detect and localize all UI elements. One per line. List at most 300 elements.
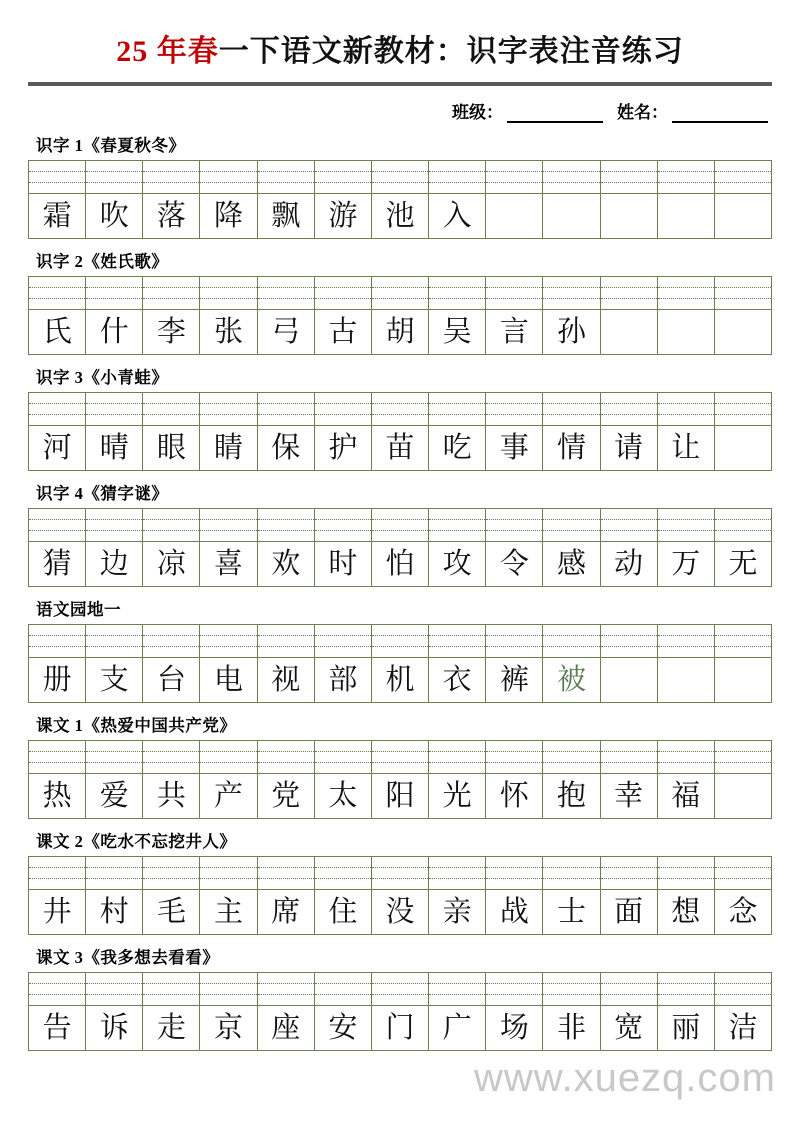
pinyin-write-box[interactable] — [200, 973, 256, 1006]
grid-cell[interactable] — [372, 857, 429, 935]
grid-cell[interactable] — [715, 277, 772, 355]
pinyin-write-box[interactable] — [543, 741, 599, 774]
grid-cell[interactable] — [486, 857, 543, 935]
character-box — [29, 774, 85, 818]
grid-cell[interactable] — [86, 161, 143, 239]
pinyin-write-box[interactable] — [29, 509, 85, 542]
character-glyph: 场 — [499, 1011, 529, 1044]
grid-cell[interactable] — [29, 857, 86, 935]
pinyin-write-box[interactable] — [601, 857, 657, 890]
grid-cell[interactable] — [543, 625, 600, 703]
character-box — [315, 310, 371, 354]
character-glyph: 猜 — [42, 547, 72, 580]
grid-cell[interactable] — [258, 625, 315, 703]
grid-cell[interactable] — [258, 277, 315, 355]
character-box — [429, 542, 485, 586]
pinyin-write-box[interactable] — [543, 277, 599, 310]
character-glyph: 吃 — [442, 431, 472, 464]
grid-cell[interactable] — [29, 741, 86, 819]
pinyin-write-box[interactable] — [29, 277, 85, 310]
grid-cell[interactable] — [200, 973, 257, 1051]
grid-cell[interactable] — [486, 161, 543, 239]
class-label: 班级： — [452, 103, 503, 122]
grid-cell[interactable] — [200, 509, 257, 587]
character-box — [29, 426, 85, 470]
character-glyph: 广 — [442, 1011, 472, 1044]
character-box — [715, 310, 771, 354]
character-glyph: 胡 — [385, 315, 415, 348]
character-glyph: 感 — [556, 547, 586, 580]
pinyin-write-box[interactable] — [372, 509, 428, 542]
character-glyph: 丽 — [671, 1011, 701, 1044]
pinyin-write-box[interactable] — [86, 277, 142, 310]
pinyin-write-box[interactable] — [200, 393, 256, 426]
page-title-black: 一下语文新教材：识字表注音练习 — [218, 35, 684, 68]
character-box — [715, 1006, 771, 1050]
grid-cell[interactable] — [543, 741, 600, 819]
pinyin-write-box[interactable] — [86, 393, 142, 426]
character-box — [315, 890, 371, 934]
grid-cell[interactable] — [601, 161, 658, 239]
character-box — [429, 194, 485, 238]
pinyin-write-box[interactable] — [486, 973, 542, 1006]
pinyin-write-box[interactable] — [486, 857, 542, 890]
character-glyph: 入 — [442, 199, 472, 232]
grid-cell[interactable] — [143, 277, 200, 355]
pinyin-write-box[interactable] — [315, 857, 371, 890]
sections-container — [28, 132, 772, 1051]
grid-cell[interactable] — [429, 393, 486, 471]
character-glyph: 裤 — [499, 663, 529, 696]
pinyin-write-box[interactable] — [29, 161, 85, 194]
pinyin-write-box[interactable] — [143, 161, 199, 194]
grid-cell[interactable] — [315, 973, 372, 1051]
grid-cell[interactable] — [258, 161, 315, 239]
grid-cell[interactable] — [315, 741, 372, 819]
character-box — [143, 194, 199, 238]
pinyin-write-box[interactable] — [258, 973, 314, 1006]
pinyin-write-box[interactable] — [715, 161, 771, 194]
pinyin-write-box[interactable] — [86, 741, 142, 774]
pinyin-write-box[interactable] — [658, 509, 714, 542]
grid-cell[interactable] — [601, 509, 658, 587]
pinyin-write-box[interactable] — [601, 741, 657, 774]
grid-cell[interactable] — [258, 973, 315, 1051]
pinyin-write-box[interactable] — [429, 509, 485, 542]
grid-cell[interactable] — [258, 741, 315, 819]
grid-cell[interactable] — [29, 161, 86, 239]
grid-cell[interactable] — [486, 741, 543, 819]
grid-cell[interactable] — [372, 393, 429, 471]
pinyin-write-box[interactable] — [315, 393, 371, 426]
character-glyph: 言 — [499, 315, 529, 348]
grid-cell[interactable] — [200, 277, 257, 355]
grid-cell[interactable] — [429, 277, 486, 355]
pinyin-write-box[interactable] — [372, 277, 428, 310]
grid-cell[interactable] — [486, 277, 543, 355]
pinyin-write-box[interactable] — [658, 393, 714, 426]
grid-cell[interactable] — [543, 277, 600, 355]
grid-cell[interactable] — [601, 277, 658, 355]
character-glyph: 情 — [556, 431, 586, 464]
grid-cell[interactable] — [543, 509, 600, 587]
pinyin-write-box[interactable] — [200, 857, 256, 890]
character-glyph: 飘 — [271, 199, 301, 232]
pinyin-write-box[interactable] — [486, 161, 542, 194]
grid-cell[interactable] — [486, 393, 543, 471]
pinyin-write-box[interactable] — [658, 625, 714, 658]
grid-cell[interactable] — [429, 973, 486, 1051]
character-box — [200, 658, 256, 702]
grid-cell[interactable] — [315, 625, 372, 703]
grid-cell[interactable] — [715, 625, 772, 703]
character-grid — [28, 392, 772, 471]
character-box — [429, 426, 485, 470]
grid-cell[interactable] — [601, 393, 658, 471]
pinyin-write-box[interactable] — [429, 393, 485, 426]
class-input-blank[interactable] — [507, 106, 603, 123]
pinyin-write-box[interactable] — [143, 973, 199, 1006]
character-glyph: 弓 — [271, 315, 301, 348]
grid-cell[interactable] — [143, 509, 200, 587]
pinyin-write-box[interactable] — [715, 625, 771, 658]
pinyin-write-box[interactable] — [258, 625, 314, 658]
character-box — [200, 1006, 256, 1050]
grid-cell[interactable] — [315, 393, 372, 471]
character-box — [86, 310, 142, 354]
pinyin-write-box[interactable] — [143, 857, 199, 890]
grid-cell[interactable] — [543, 161, 600, 239]
character-box — [372, 310, 428, 354]
pinyin-write-box[interactable] — [143, 277, 199, 310]
pinyin-write-box[interactable] — [601, 625, 657, 658]
pinyin-write-box[interactable] — [715, 277, 771, 310]
grid-cell[interactable] — [715, 973, 772, 1051]
pinyin-write-box[interactable] — [372, 161, 428, 194]
grid-cell[interactable] — [86, 857, 143, 935]
pinyin-write-box[interactable] — [29, 973, 85, 1006]
grid-cell[interactable] — [429, 741, 486, 819]
pinyin-write-box[interactable] — [543, 393, 599, 426]
grid-cell[interactable] — [143, 393, 200, 471]
grid-cell[interactable] — [258, 393, 315, 471]
pinyin-write-box[interactable] — [486, 509, 542, 542]
pinyin-write-box[interactable] — [372, 625, 428, 658]
character-box — [543, 194, 599, 238]
pinyin-write-box[interactable] — [601, 277, 657, 310]
grid-cell[interactable] — [372, 509, 429, 587]
pinyin-write-box[interactable] — [143, 509, 199, 542]
character-glyph: 凉 — [156, 547, 186, 580]
pinyin-write-box[interactable] — [486, 625, 542, 658]
character-box — [658, 890, 714, 934]
character-box — [86, 658, 142, 702]
character-box — [29, 658, 85, 702]
pinyin-write-box[interactable] — [658, 857, 714, 890]
grid-cell[interactable] — [143, 625, 200, 703]
pinyin-write-box[interactable] — [86, 973, 142, 1006]
pinyin-write-box[interactable] — [143, 625, 199, 658]
pinyin-write-box[interactable] — [315, 625, 371, 658]
pinyin-write-box[interactable] — [543, 625, 599, 658]
grid-cell[interactable] — [429, 857, 486, 935]
grid-cell[interactable] — [86, 277, 143, 355]
character-box — [372, 774, 428, 818]
grid-cell[interactable] — [29, 973, 86, 1051]
section-label: 识字 1《春夏秋冬》 — [36, 136, 186, 155]
pinyin-write-box[interactable] — [715, 741, 771, 774]
character-glyph: 攻 — [442, 547, 472, 580]
pinyin-write-box[interactable] — [429, 857, 485, 890]
pinyin-write-box[interactable] — [200, 161, 256, 194]
grid-cell[interactable] — [315, 161, 372, 239]
character-box — [543, 542, 599, 586]
grid-cell[interactable] — [315, 277, 372, 355]
character-box — [429, 1006, 485, 1050]
character-box — [258, 774, 314, 818]
grid-cell[interactable] — [372, 625, 429, 703]
character-glyph: 毛 — [156, 895, 186, 928]
grid-cell[interactable] — [29, 625, 86, 703]
worksheet-section — [28, 712, 772, 819]
section-label: 课文 1《热爱中国共产党》 — [36, 716, 237, 735]
grid-cell[interactable] — [200, 161, 257, 239]
grid-cell[interactable] — [486, 509, 543, 587]
character-box — [258, 310, 314, 354]
section-label: 识字 2《姓氏歌》 — [36, 252, 169, 271]
grid-cell[interactable] — [543, 393, 600, 471]
character-glyph: 时 — [328, 547, 358, 580]
character-box — [543, 310, 599, 354]
character-glyph: 落 — [156, 199, 186, 232]
grid-cell[interactable] — [658, 973, 715, 1051]
pinyin-write-box[interactable] — [715, 973, 771, 1006]
grid-cell[interactable] — [715, 509, 772, 587]
pinyin-write-box[interactable] — [658, 161, 714, 194]
pinyin-write-box[interactable] — [315, 509, 371, 542]
character-glyph: 没 — [385, 895, 415, 928]
grid-cell[interactable] — [86, 393, 143, 471]
grid-cell[interactable] — [658, 509, 715, 587]
character-glyph: 部 — [328, 663, 358, 696]
pinyin-write-box[interactable] — [258, 393, 314, 426]
character-glyph: 张 — [214, 315, 244, 348]
pinyin-write-box[interactable] — [429, 741, 485, 774]
pinyin-write-box[interactable] — [543, 973, 599, 1006]
pinyin-write-box[interactable] — [200, 277, 256, 310]
grid-cell[interactable] — [543, 973, 600, 1051]
grid-cell[interactable] — [29, 277, 86, 355]
grid-cell[interactable] — [200, 741, 257, 819]
grid-cell[interactable] — [143, 161, 200, 239]
pinyin-write-box[interactable] — [543, 509, 599, 542]
character-box — [715, 426, 771, 470]
pinyin-write-box[interactable] — [258, 161, 314, 194]
pinyin-write-box[interactable] — [200, 625, 256, 658]
pinyin-write-box[interactable] — [315, 161, 371, 194]
grid-cell[interactable] — [315, 857, 372, 935]
character-box — [143, 310, 199, 354]
grid-cell[interactable] — [372, 741, 429, 819]
grid-cell[interactable] — [601, 857, 658, 935]
grid-cell[interactable] — [143, 741, 200, 819]
grid-cell[interactable] — [315, 509, 372, 587]
character-glyph: 光 — [442, 779, 472, 812]
pinyin-write-box[interactable] — [29, 857, 85, 890]
pinyin-write-box[interactable] — [372, 857, 428, 890]
pinyin-write-box[interactable] — [543, 857, 599, 890]
worksheet-section — [28, 364, 772, 471]
pinyin-write-box[interactable] — [29, 625, 85, 658]
grid-cell[interactable] — [86, 625, 143, 703]
pinyin-write-box[interactable] — [200, 741, 256, 774]
grid-cell[interactable] — [658, 857, 715, 935]
grid-cell[interactable] — [601, 973, 658, 1051]
grid-cell[interactable] — [658, 277, 715, 355]
pinyin-write-box[interactable] — [429, 625, 485, 658]
grid-cell[interactable] — [658, 161, 715, 239]
pinyin-write-box[interactable] — [429, 277, 485, 310]
pinyin-write-box[interactable] — [486, 277, 542, 310]
character-glyph: 阳 — [385, 779, 415, 812]
pinyin-write-box[interactable] — [315, 973, 371, 1006]
character-box — [486, 1006, 542, 1050]
character-box — [715, 194, 771, 238]
pinyin-write-box[interactable] — [372, 973, 428, 1006]
character-box — [486, 194, 542, 238]
character-glyph: 万 — [671, 547, 701, 580]
grid-cell[interactable] — [715, 741, 772, 819]
grid-cell[interactable] — [658, 625, 715, 703]
pinyin-write-box[interactable] — [601, 973, 657, 1006]
character-box — [200, 890, 256, 934]
grid-cell[interactable] — [715, 393, 772, 471]
character-box — [486, 890, 542, 934]
character-glyph: 福 — [671, 779, 701, 812]
grid-cell[interactable] — [429, 625, 486, 703]
character-glyph: 动 — [614, 547, 644, 580]
pinyin-write-box[interactable] — [601, 393, 657, 426]
grid-cell[interactable] — [429, 509, 486, 587]
grid-cell[interactable] — [258, 857, 315, 935]
grid-cell[interactable] — [143, 857, 200, 935]
grid-cell[interactable] — [658, 393, 715, 471]
grid-cell[interactable] — [372, 973, 429, 1051]
character-box — [658, 1006, 714, 1050]
grid-cell[interactable] — [86, 509, 143, 587]
grid-cell[interactable] — [715, 857, 772, 935]
pinyin-write-box[interactable] — [86, 509, 142, 542]
pinyin-write-box[interactable] — [200, 509, 256, 542]
pinyin-write-box[interactable] — [601, 161, 657, 194]
pinyin-write-box[interactable] — [86, 857, 142, 890]
pinyin-write-box[interactable] — [658, 973, 714, 1006]
character-glyph: 产 — [214, 779, 244, 812]
grid-cell[interactable] — [29, 393, 86, 471]
grid-cell[interactable] — [715, 161, 772, 239]
character-box — [658, 194, 714, 238]
pinyin-write-box[interactable] — [258, 857, 314, 890]
pinyin-write-box[interactable] — [315, 741, 371, 774]
character-box — [200, 310, 256, 354]
character-glyph: 眼 — [156, 431, 186, 464]
grid-cell[interactable] — [200, 393, 257, 471]
grid-cell[interactable] — [258, 509, 315, 587]
grid-cell[interactable] — [429, 161, 486, 239]
pinyin-write-box[interactable] — [258, 277, 314, 310]
character-glyph: 告 — [42, 1011, 72, 1044]
pinyin-write-box[interactable] — [429, 973, 485, 1006]
pinyin-write-box[interactable] — [86, 625, 142, 658]
pinyin-write-box[interactable] — [143, 741, 199, 774]
grid-cell[interactable] — [486, 973, 543, 1051]
character-glyph: 门 — [385, 1011, 415, 1044]
character-box — [200, 426, 256, 470]
character-box — [486, 310, 542, 354]
grid-cell[interactable] — [658, 741, 715, 819]
pinyin-write-box[interactable] — [658, 741, 714, 774]
grid-cell[interactable] — [372, 277, 429, 355]
character-box — [86, 774, 142, 818]
name-input-blank[interactable] — [672, 106, 768, 123]
pinyin-write-box[interactable] — [29, 741, 85, 774]
pinyin-write-box[interactable] — [86, 161, 142, 194]
pinyin-write-box[interactable] — [429, 161, 485, 194]
pinyin-write-box[interactable] — [143, 393, 199, 426]
pinyin-write-box[interactable] — [258, 509, 314, 542]
student-meta-row — [28, 98, 772, 123]
pinyin-write-box[interactable] — [715, 509, 771, 542]
character-grid — [28, 160, 772, 239]
grid-cell[interactable] — [486, 625, 543, 703]
character-glyph: 共 — [156, 779, 186, 812]
character-glyph: 边 — [99, 547, 129, 580]
pinyin-write-box[interactable] — [372, 741, 428, 774]
pinyin-write-box[interactable] — [372, 393, 428, 426]
grid-cell[interactable] — [86, 741, 143, 819]
character-glyph: 吴 — [442, 315, 472, 348]
pinyin-write-box[interactable] — [315, 277, 371, 310]
pinyin-write-box[interactable] — [601, 509, 657, 542]
grid-cell[interactable] — [86, 973, 143, 1051]
character-glyph: 太 — [328, 779, 358, 812]
grid-cell[interactable] — [143, 973, 200, 1051]
grid-cell[interactable] — [29, 509, 86, 587]
pinyin-write-box[interactable] — [29, 393, 85, 426]
grid-cell[interactable] — [372, 161, 429, 239]
pinyin-write-box[interactable] — [258, 741, 314, 774]
pinyin-write-box[interactable] — [658, 277, 714, 310]
character-glyph: 霜 — [42, 199, 72, 232]
grid-cell[interactable] — [601, 625, 658, 703]
pinyin-write-box[interactable] — [715, 393, 771, 426]
pinyin-write-box[interactable] — [543, 161, 599, 194]
character-box — [372, 890, 428, 934]
grid-cell[interactable] — [200, 625, 257, 703]
character-box — [258, 194, 314, 238]
character-box — [86, 890, 142, 934]
grid-cell[interactable] — [200, 857, 257, 935]
grid-cell[interactable] — [543, 857, 600, 935]
pinyin-write-box[interactable] — [486, 741, 542, 774]
grid-cell[interactable] — [601, 741, 658, 819]
pinyin-write-box[interactable] — [715, 857, 771, 890]
character-box — [200, 774, 256, 818]
worksheet-section — [28, 828, 772, 935]
pinyin-write-box[interactable] — [486, 393, 542, 426]
character-glyph: 走 — [156, 1011, 186, 1044]
character-box — [372, 194, 428, 238]
